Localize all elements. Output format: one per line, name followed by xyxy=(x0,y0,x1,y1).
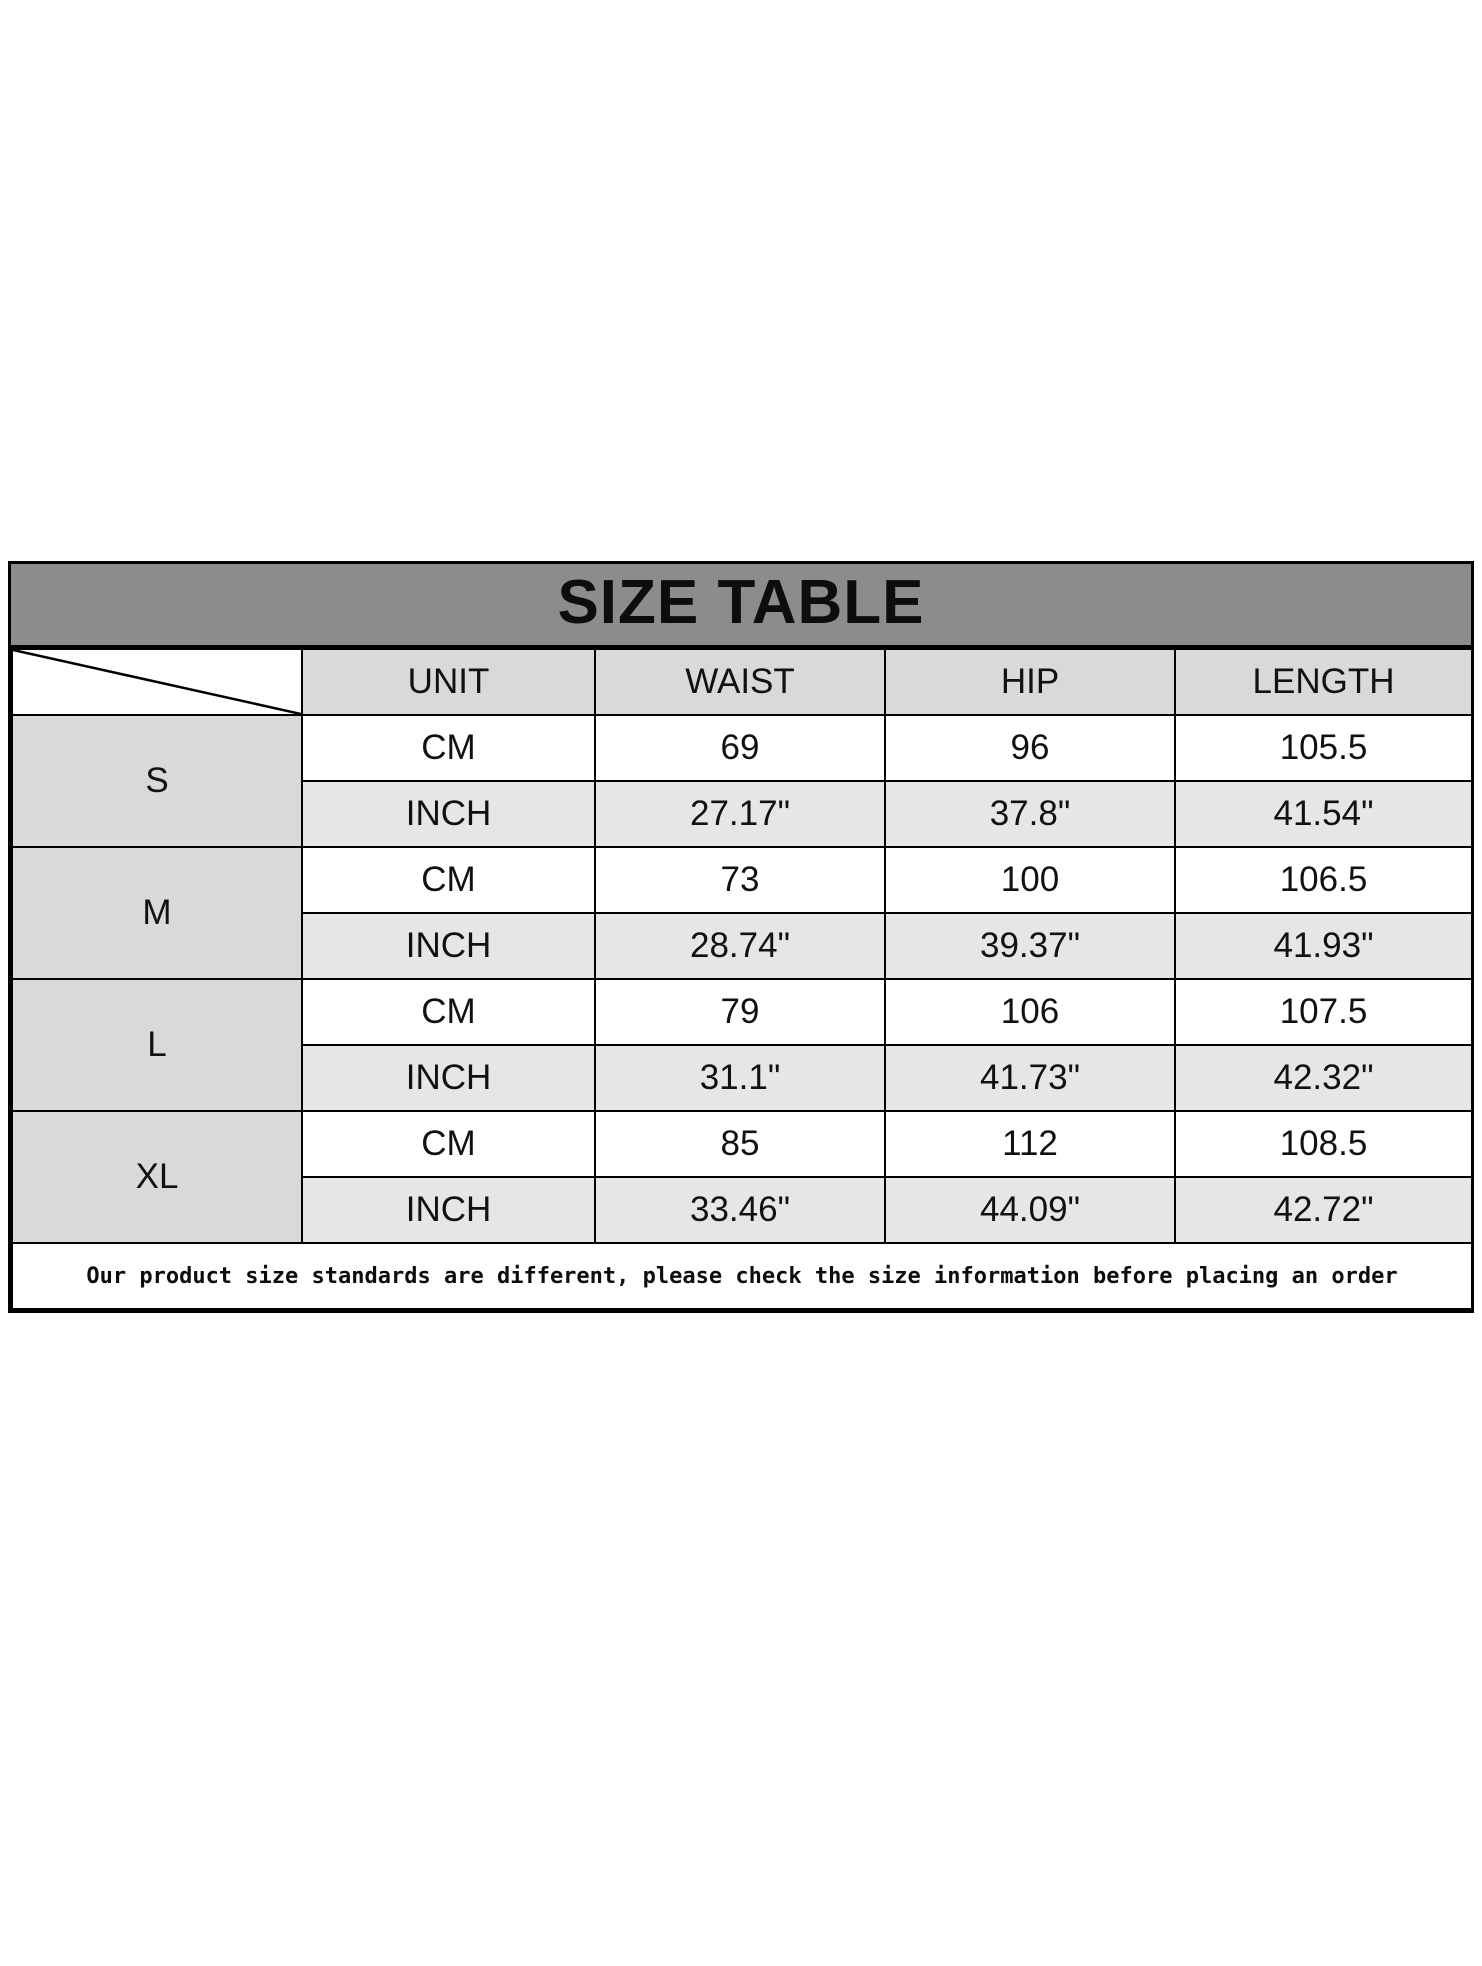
unit-cell-l-cm: CM xyxy=(302,979,595,1045)
corner-diagonal-cell xyxy=(12,649,302,715)
length-s-cm: 105.5 xyxy=(1175,715,1472,781)
unit-cell-m-inch: INCH xyxy=(302,913,595,979)
unit-cell-xl-inch: INCH xyxy=(302,1177,595,1243)
diagonal-line-icon xyxy=(13,650,301,714)
length-l-cm: 107.5 xyxy=(1175,979,1472,1045)
column-header-waist: WAIST xyxy=(595,649,885,715)
waist-s-cm: 69 xyxy=(595,715,885,781)
length-xl-inch: 42.72" xyxy=(1175,1177,1472,1243)
waist-xl-inch: 33.46" xyxy=(595,1177,885,1243)
note-cell xyxy=(12,1243,1472,1309)
column-header-unit: UNIT xyxy=(302,649,595,715)
unit-cell-s-inch: INCH xyxy=(302,781,595,847)
hip-m-cm: 100 xyxy=(885,847,1175,913)
length-m-cm: 106.5 xyxy=(1175,847,1472,913)
unit-cell-s-cm: CM xyxy=(302,715,595,781)
waist-xl-cm: 85 xyxy=(595,1111,885,1177)
hip-m-inch: 39.37" xyxy=(885,913,1175,979)
table-row xyxy=(12,979,1472,1045)
unit-cell-m-cm: CM xyxy=(302,847,595,913)
waist-s-inch: 27.17" xyxy=(595,781,885,847)
waist-m-cm: 73 xyxy=(595,847,885,913)
hip-s-cm: 96 xyxy=(885,715,1175,781)
length-s-inch: 41.54" xyxy=(1175,781,1472,847)
unit-cell-xl-cm: CM xyxy=(302,1111,595,1177)
size-chart-table xyxy=(11,648,1473,1310)
size-label-m: M xyxy=(12,847,302,979)
waist-l-cm: 79 xyxy=(595,979,885,1045)
hip-xl-cm: 112 xyxy=(885,1111,1175,1177)
size-label-l: L xyxy=(12,979,302,1111)
hip-xl-inch: 44.09" xyxy=(885,1177,1175,1243)
table-header-row xyxy=(12,649,1472,715)
size-label-xl: XL xyxy=(12,1111,302,1243)
hip-s-inch: 37.8" xyxy=(885,781,1175,847)
table-row xyxy=(12,847,1472,913)
page-title: SIZE TABLE xyxy=(557,568,925,637)
size-table-container xyxy=(8,561,1474,1313)
size-note-text: Our product size standards are different, please check the size information before placing an order xyxy=(86,1263,1398,1289)
hip-l-cm: 106 xyxy=(885,979,1175,1045)
column-header-length: LENGTH xyxy=(1175,649,1472,715)
table-note-row xyxy=(12,1243,1472,1309)
length-m-inch: 41.93" xyxy=(1175,913,1472,979)
table-row xyxy=(12,715,1472,781)
hip-l-inch: 41.73" xyxy=(885,1045,1175,1111)
table-row xyxy=(12,1111,1472,1177)
length-xl-cm: 108.5 xyxy=(1175,1111,1472,1177)
size-label-s: S xyxy=(12,715,302,847)
length-l-inch: 42.32" xyxy=(1175,1045,1472,1111)
column-header-hip: HIP xyxy=(885,649,1175,715)
unit-cell-l-inch: INCH xyxy=(302,1045,595,1111)
size-table-title-bar xyxy=(11,564,1471,648)
waist-m-inch: 28.74" xyxy=(595,913,885,979)
waist-l-inch: 31.1" xyxy=(595,1045,885,1111)
